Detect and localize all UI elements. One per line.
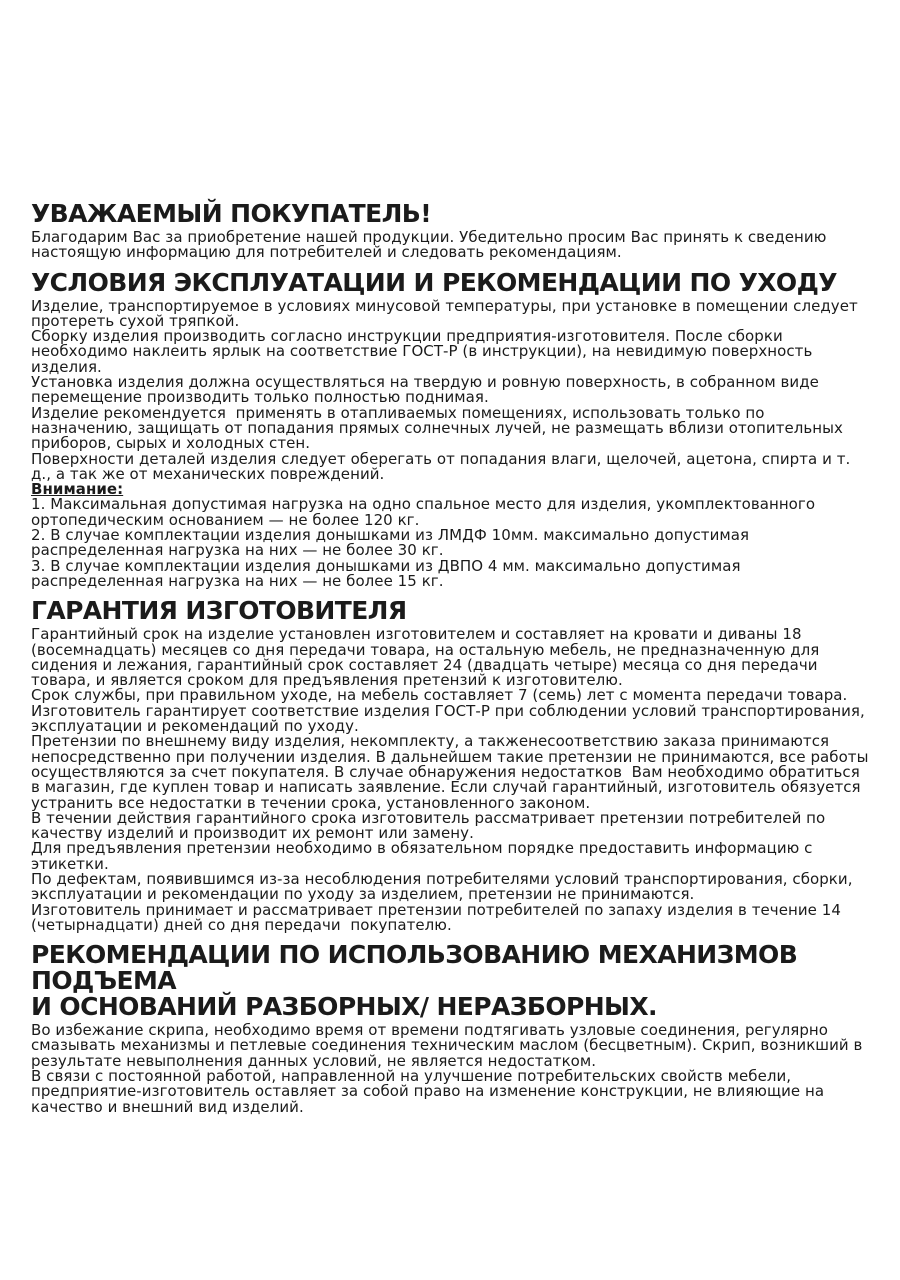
paragraph: Претензии по внешнему виду изделия, некомплекту, а такженесоответствию заказа принимаются непосредственно при получении изделия. В дальнейшем такие претензии не принимаются, все работы осуществляются за счет покупателя. В случае обнаружения недостатков Вам необходимо обратиться в магазин, где куплен товар и написать заявление. Если случай гарантийный, изготовитель обязуется устранить все недостатки в течении срока, установленного законом. bbox=[31, 732, 874, 812]
paragraph: Поверхности деталей изделия следует оберегать от попадания влаги, щелочей, ацетона, спирта и т. д., а так же от механических повреждений. bbox=[31, 449, 856, 483]
section-care-conditions bbox=[31, 267, 870, 590]
warranty-heading: ГАРАНТИЯ ИЗГОТОВИТЕЛЯ bbox=[31, 596, 407, 626]
paragraph: По дефектам, появившимся из-за несоблюдения потребителями условий транспортирования, сборки, эксплуатации и рекомендации по уходу за изделием, претензии не принимаются. bbox=[31, 869, 858, 904]
heading-line: РЕКОМЕНДАЦИИ ПО ИСПОЛЬЗОВАНИЮ МЕХАНИЗМОВ ПОДЪЕМА bbox=[31, 940, 798, 996]
attention-label: Внимание: bbox=[31, 480, 124, 499]
paragraph: Изготовитель гарантирует соответствие изделия ГОСТ-Р при соблюдении условий транспортирования, эксплуатации и рекомендаций по уходу. bbox=[31, 701, 870, 736]
section-mechanism-recommendations bbox=[31, 942, 870, 1115]
section-greeting bbox=[31, 201, 870, 261]
paragraph: Для предъявления претензии необходимо в обязательном порядке предоставить информацию с этикетки. bbox=[31, 839, 818, 873]
paragraph: Изделие, транспортируемое в условиях минусовой температуры, при установке в помещении следует протереть сухой тряпкой. bbox=[31, 296, 863, 330]
greeting-heading: УВАЖАЕМЫЙ ПОКУПАТЕЛЬ! bbox=[31, 199, 432, 228]
paragraph: В связи с постоянной работой, направленной на улучшение потребительских свойств мебели, предприятие-изготовитель оставляет за собой право на изменение конструкции, не влияющие на качество и внешний вид изделий. bbox=[31, 1067, 829, 1116]
mechanism-recommendations-heading bbox=[31, 942, 870, 1020]
paragraph: Изготовитель принимает и рассматривает претензии потребителей по запаху изделия в течение 14 (четырнадцати) дней со дня передачи покупателю. bbox=[31, 900, 846, 934]
paragraph: Срок службы, при правильном уходе, на мебель составляет 7 (семь) лет с момента передачи товара. bbox=[31, 686, 848, 705]
paragraph: Во избежание скрипа, необходимо время от времени подтягивать узловые соединения, регулярно смазывать механизмы и петлевые соединения техническим маслом (бесцветным). Скрип, возникший в результате невыполнения данных условий, не является недостатком. bbox=[31, 1021, 868, 1070]
paragraph: Благодарим Вас за приобретение нашей продукции. Убедительно просим Вас принять к сведению настоящую информацию для потребителей и следовать рекомендациям. bbox=[31, 228, 832, 262]
attention-item: 3. В случае комплектации изделия донышками из ДВПО 4 мм. максимально допустимая распределенная нагрузка на них — не более 15 кг. bbox=[31, 556, 746, 590]
paragraph: Установка изделия должна осуществляться на твердую и ровную поверхность, в собранном виде перемещение производить только полностью поднимая. bbox=[31, 373, 824, 407]
attention-item: 1. Максимальная допустимая нагрузка на одно спальное место для изделия, укомплектованного ортопедическим основанием — не более 120 кг. bbox=[31, 495, 820, 529]
paragraph: Изделие рекомендуется применять в отапливаемых помещениях, использовать только по назначению, защищать от попадания прямых солнечных лучей, не размещать вблизи отопительных приборов, сырых и холодных стен. bbox=[31, 403, 848, 453]
paragraph: Сборку изделия производить согласно инструкции предприятия-изготовителя. После сборки необходимо наклеить ярлык на соответствие ГОСТ-Р (в инструкции), на невидимую поверхность изделия. bbox=[31, 327, 818, 376]
section-warranty bbox=[31, 596, 874, 934]
paragraph: Гарантийный срок на изделие установлен изготовителем и составляет на кровати и диваны 18 (восемнадцать) месяцев со дня передачи товара, на остальную мебель, не предназначенную для сидения и лежания, гарантийный срок составляет 24 (двадцать четыре) месяца со дня передачи товара, и является сроком для предъявления претензий к изготовителю. bbox=[31, 625, 825, 690]
heading-line: И ОСНОВАНИЙ РАЗБОРНЫХ/ НЕРАЗБОРНЫХ. bbox=[31, 992, 657, 1022]
attention-item: 2. В случае комплектации изделия донышками из ЛМДФ 10мм. максимально допустимая распределенная нагрузка на них — не более 30 кг. bbox=[31, 526, 754, 560]
paragraph: В течении действия гарантийного срока изготовитель рассматривает претензии потребителей по качеству изделий и производит их ремонт или замену. bbox=[31, 808, 831, 843]
care-conditions-heading: УСЛОВИЯ ЭКСПЛУАТАЦИИ И РЕКОМЕНДАЦИИ ПО УХОДУ bbox=[31, 267, 837, 297]
